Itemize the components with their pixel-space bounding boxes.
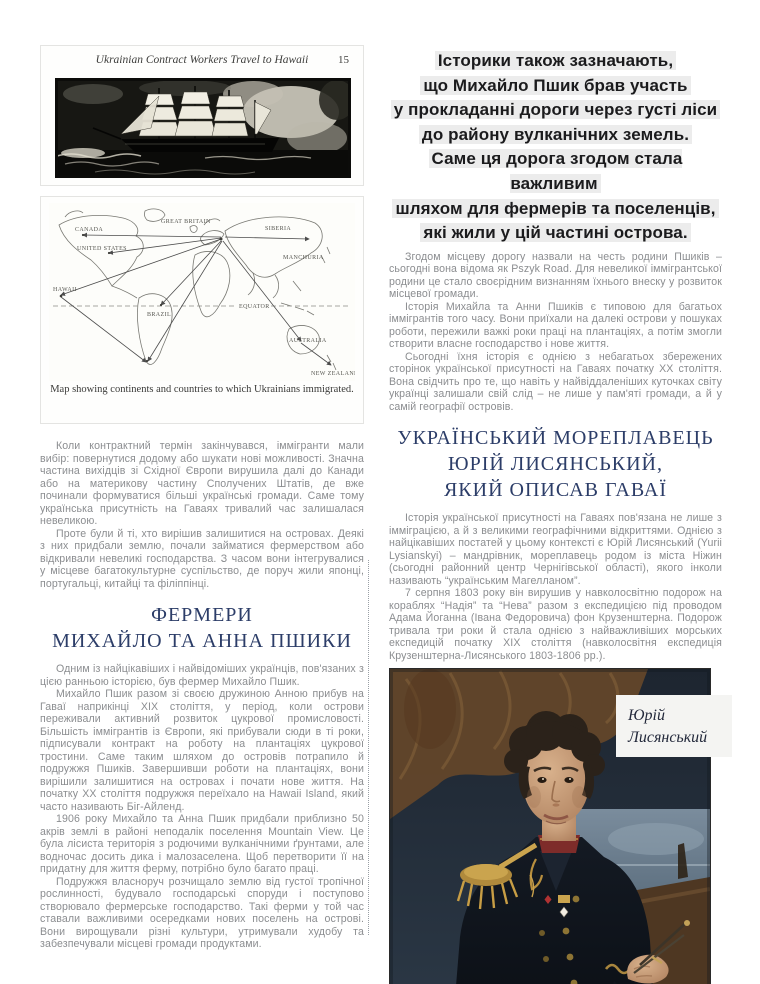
lead-heading-line-2: що Михайло Пшик брав участь [420,76,690,95]
right-paragraph-2: Історія Михайла та Анни Пшиків є типовою для багатьох іммігрантів того часу. Вони приїхали на далекі острови у пошуках роботи, пережили важкі роки праці на плантаціях, а потім змогли створити власне господарство і нове життя. [389,300,722,351]
column-divider [368,560,369,935]
map-label-australia: AUSTRALIA [289,338,327,344]
portrait-name-line-1: Юрій [628,707,665,725]
map-scan-figure [40,196,364,424]
portrait-figure [389,668,711,984]
right-section-heading-line-2: ЮРІЙ ЛИСЯНСЬКИЙ, [448,453,663,476]
map-label-great-britain: GREAT BRITAIN [161,219,211,225]
lead-heading-line-4: до району вулканічних земель. [419,125,692,144]
lead-heading-line-1: Історики також зазначають, [435,51,676,70]
ship-scan-figure [40,45,364,186]
left-column [40,45,364,951]
left-section-heading [40,602,364,654]
scan-page-number: 15 [338,54,349,66]
right-section-heading [389,425,722,503]
ship-engraving-svg [55,78,351,178]
right-section-heading-line-3: ЯКИЙ ОПИСАВ ГАВАЇ [443,479,668,502]
map-label-hawaii: HAWAII [53,287,77,293]
lead-heading-line-3: у прокладанні дороги через густі ліси [391,100,720,119]
right-section-paragraph-1: Історія української присутності на Гаваях пов'язана не лише з імміграцією, а й з великими географічними відкриттями. Однією з найцікавіших постатей у цьому контексті є Юрій Лисянський (Yurii Lysianskyi) – мандрівник, мореплавець родом із міста Ніжин (сьогодні районний центр Чернігівської області), якого інколи називають “українським Магелланом”. [389,512,722,587]
left-section-paragraph-2: Михайло Пшик разом зі своєю дружиною Анною прибув на Гаваї наприкінці XIX століття, у період, коли острови переживали активний розвиток цукрової промисловості. Більшість іммігрантів із Європи, які прибували сюди в ті роки, підписували контракт на роботу на плантаціях цукрової тростини. Саме таким шляхом до островів потрапило й подружжя Пшиків. Завершивши роботи на плантаціях, вони вирішили залишитися на островах і почати нове життя. На початку XX століття подружжя переїхало на Hawaii Island, який часто називають Біг-Айленд. [40,688,364,813]
right-column [389,44,722,984]
right-section-paragraph-2: 7 серпня 1803 року він вирушив у навколосвітню подорож на кораблях “Надія” та “Нева” разом з експедицією під проводом Адама Йоганна (Івана Федоровича) фон Крузенштерна. Подорож тривала три роки й стала однією з найважливіших морських експедицій початку XIX століття (навколосвітня експедиція Крузенштерна-Лисянського 1803-1806 рр.). [389,587,722,662]
left-section-heading-line-2: МИХАЙЛО ТА АННА ПШИКИ [52,630,352,652]
ship-scan-caption-row [41,46,363,76]
map-caption: Map showing continents and countries to which Ukrainians immigrated. [50,384,354,395]
lead-heading [389,46,722,243]
left-paragraph-2: Проте були й ті, хто вирішив залишитися на островах. Деякі з них придбали землю, почали займатися фермерством або відкривали невеликі господарства. З часом вони інтегрувалися у місцеве багатокультурне суспільство, де поруч жили японці, португальці, китайці та філіппінці. [40,527,364,590]
migration-map-svg [49,203,355,381]
map-label-united-states: UNITED STATES [77,246,127,252]
left-section-paragraph-4: Подружжя власноруч розчищало землю від густої тропічної рослинності, будувало господарські споруди і поступово створювало фермерське господарство. Такі ферми у той час ставали важливими осередками нових поселень на острові. Вони вирощували різні культури, утримували худобу та забезпечували місцеві громади продуктами. [40,875,364,950]
ship-engraving-image [55,78,349,178]
right-section-heading-line-1: УКРАЇНСЬКИЙ МОРЕПЛАВЕЦЬ [397,427,714,450]
map-label-manchuria: MANCHURIA [283,255,324,261]
lead-heading-line-6: шляхом для фермерів та поселенців, [392,199,718,218]
right-paragraph-3: Сьогодні їхня історія є однією з небагатьох збережених сторінок української присутності на Гаваях початку XX століття. Вона свідчить про те, що навіть у найвіддаленіших куточках світу українці залишали свій слід – не лише у пам'яті громади, а й у самій географії островів. [389,350,722,413]
map-label-new-zealand: NEW ZEALAND [311,371,355,377]
map-label-siberia: SIBERIA [265,226,292,232]
right-paragraph-1: Згодом місцеву дорогу назвали на честь родини Пшиків – сьогодні вона відома як Pszyk Road. Для невеликої іммігрантської родини це стало своєрідним визнанням їхнього внеску у розвиток місцевої громади. [389,250,722,301]
map-label-canada: CANADA [75,227,104,233]
left-section-paragraph-1: Одним із найцікавіших і найвідоміших українців, пов'язаних з цією ранньою історією, був фермер Михайло Пшик. [40,663,364,688]
portrait-name-label [616,695,732,757]
map-label-equator: EQUATOR [239,304,270,310]
ship-scan-caption: Ukrainian Contract Workers Travel to Hawaii [95,54,309,66]
left-paragraph-1: Коли контрактний термін закінчувався, іммігранти мали вибір: повернутися додому або шукати нові можливості. Значна частина вихідців зі Східної Європи вирушила далі до Канади або на материкову частину Сполучених Штатів, де вже починали формуватися більші українські громади. Саме тому українська присутність на Гаваях тривалий час залишалася невеликою. [40,440,364,527]
lead-heading-line-7: які жили у цій частині острова. [420,223,690,242]
migration-map-image [49,203,355,381]
left-section-heading-line-1: ФЕРМЕРИ [151,604,253,626]
map-label-brazil: BRAZIL [147,312,172,318]
left-section-paragraph-3: 1906 року Михайло та Анна Пшик придбали приблизно 50 акрів землі в районі неподалік поселення Mountain View. Це була лісиста територія з родючими вулканічними ґрунтами, але водночас досить дика і малозаселена. Щоб перетворити її на придатну для життя ферму, потрібно було багато праці. [40,813,364,875]
portrait-name-line-2: Лисянський [628,729,708,747]
lead-heading-line-5: Саме ця дорога згодом стала важливим [429,149,683,193]
